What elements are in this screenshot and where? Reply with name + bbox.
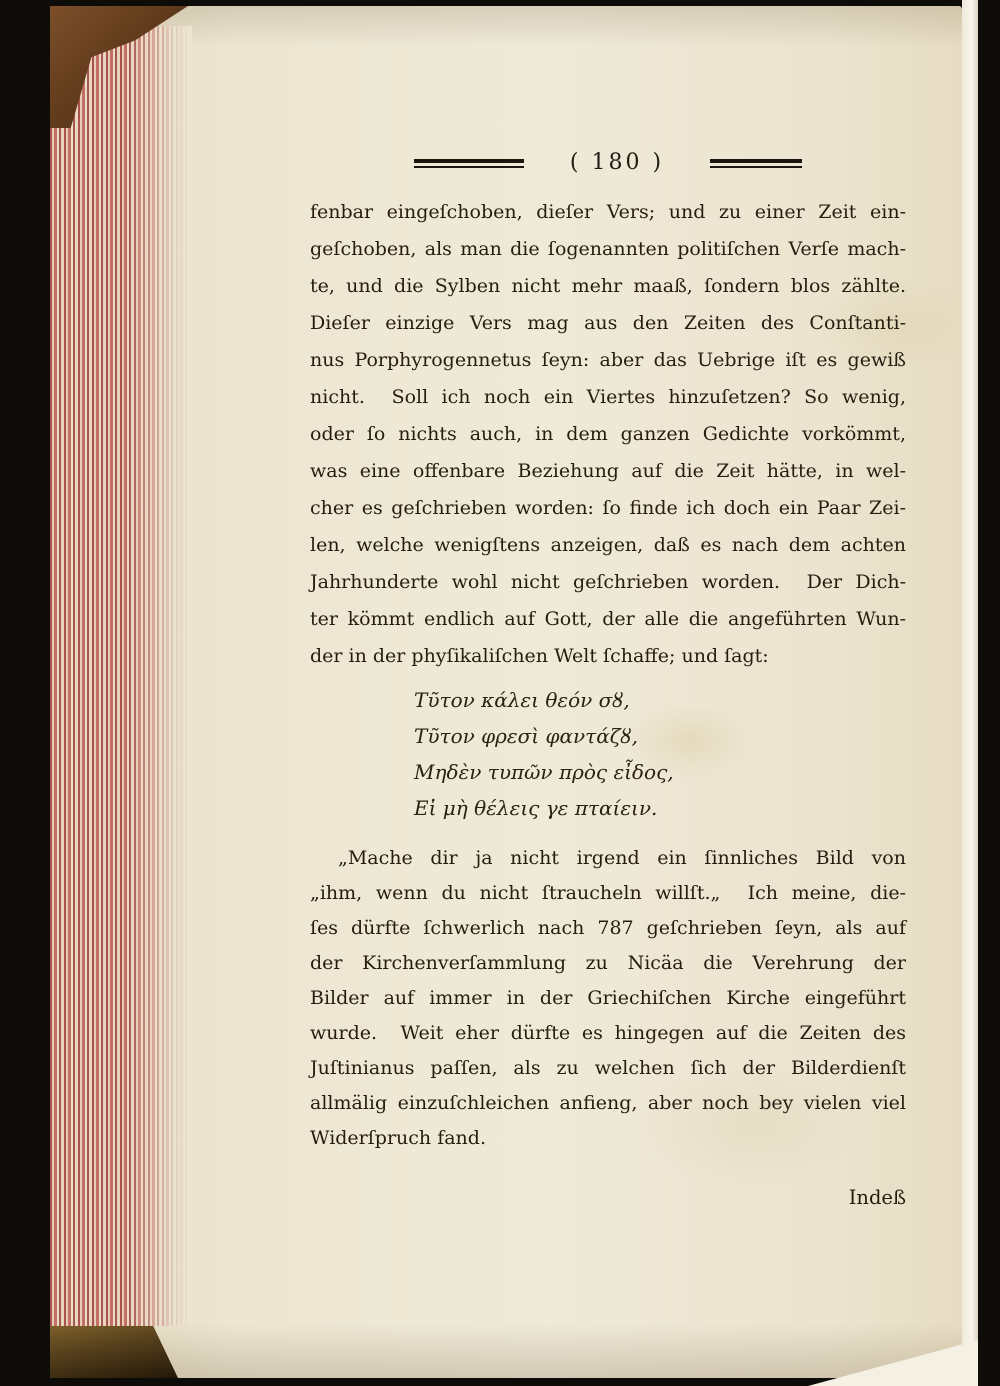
paragraph-one [310, 194, 906, 675]
text-line: Jahrhunderte wohl nicht geſchrieben worden. Der Dich- [310, 571, 906, 593]
text-line: wurde. Weit eher dürfte es hingegen auf die Zeiten des [310, 1022, 906, 1044]
greek-verse-line: Τῦτον φρεσὶ φαντάζȣ, [414, 724, 638, 748]
catchword: Indeß [848, 1186, 906, 1209]
page-text [310, 194, 906, 1214]
text-line: geſchoben, als man die ſogenannten politiſchen Verſe mach- [310, 238, 906, 260]
text-line: cher es geſchrieben worden: ſo finde ich doch ein Paar Zei- [310, 497, 906, 519]
page-number: ( 180 ) [569, 150, 665, 175]
page-header [310, 148, 906, 178]
paragraph-two [310, 841, 906, 1156]
text-line: Widerſpruch fand. [310, 1127, 486, 1149]
next-page-edge [962, 0, 978, 1386]
text-line: oder ſo nichts auch, in dem ganzen Gedichte vorkömmt, [310, 423, 906, 445]
greek-verse-line: Μηδὲν τυπῶν πρὸς εἶδος, [414, 760, 674, 784]
header-rule-right-icon [710, 159, 802, 168]
text-line: Dieſer einzige Vers mag aus den Zeiten des Conſtanti- [310, 312, 906, 334]
text-line: Bilder auf immer in der Griechiſchen Kirche eingeführt [310, 987, 906, 1009]
text-line: allmälig einzuſchleichen anfieng, aber noch bey vielen viel [310, 1092, 906, 1114]
text-line: len, welche wenigſtens anzeigen, daß es nach dem achten [310, 534, 906, 556]
text-line: te, und die Sylben nicht mehr maaß, ſondern blos zählte. [310, 275, 906, 297]
text-line: der Kirchenverſammlung zu Nicäa die Verehrung der [310, 952, 906, 974]
greek-verse-line: Τῦτον κάλει θεόν σȣ, [414, 688, 630, 712]
text-line: „Mache dir ja nicht irgend ein ſinnliches Bild von [338, 847, 906, 869]
text-line: ter kömmt endlich auf Gott, der alle die angeführten Wun- [310, 608, 906, 630]
header-rule-left-icon [414, 159, 524, 168]
greek-verse-block [414, 682, 906, 826]
text-line: nus Porphyrogennetus ſeyn: aber das Uebrige iſt es gewiß [310, 349, 906, 371]
text-line: Juſtinianus paſſen, als zu welchen ſich der Bilderdienſt [310, 1057, 906, 1079]
text-line: der in der phyſikaliſchen Welt ſchaffe; und ſagt: [310, 645, 769, 667]
text-line: fenbar eingeſchoben, dieſer Vers; und zu einer Zeit ein- [310, 201, 906, 223]
text-line: was eine offenbare Beziehung auf die Zeit hätte, in wel- [310, 460, 906, 482]
greek-verse-line: Εἰ μὴ θέλεις γε πταίειν. [414, 796, 658, 820]
book-fore-edge [50, 26, 192, 1326]
text-line: nicht. Soll ich noch ein Viertes hinzuſetzen? So wenig, [310, 386, 906, 408]
text-line: „ihm, wenn du nicht ſtraucheln willſt.„ Ich meine, die- [310, 882, 906, 904]
text-line: ſes dürfte ſchwerlich nach 787 geſchrieben ſeyn, als auf [310, 917, 906, 939]
